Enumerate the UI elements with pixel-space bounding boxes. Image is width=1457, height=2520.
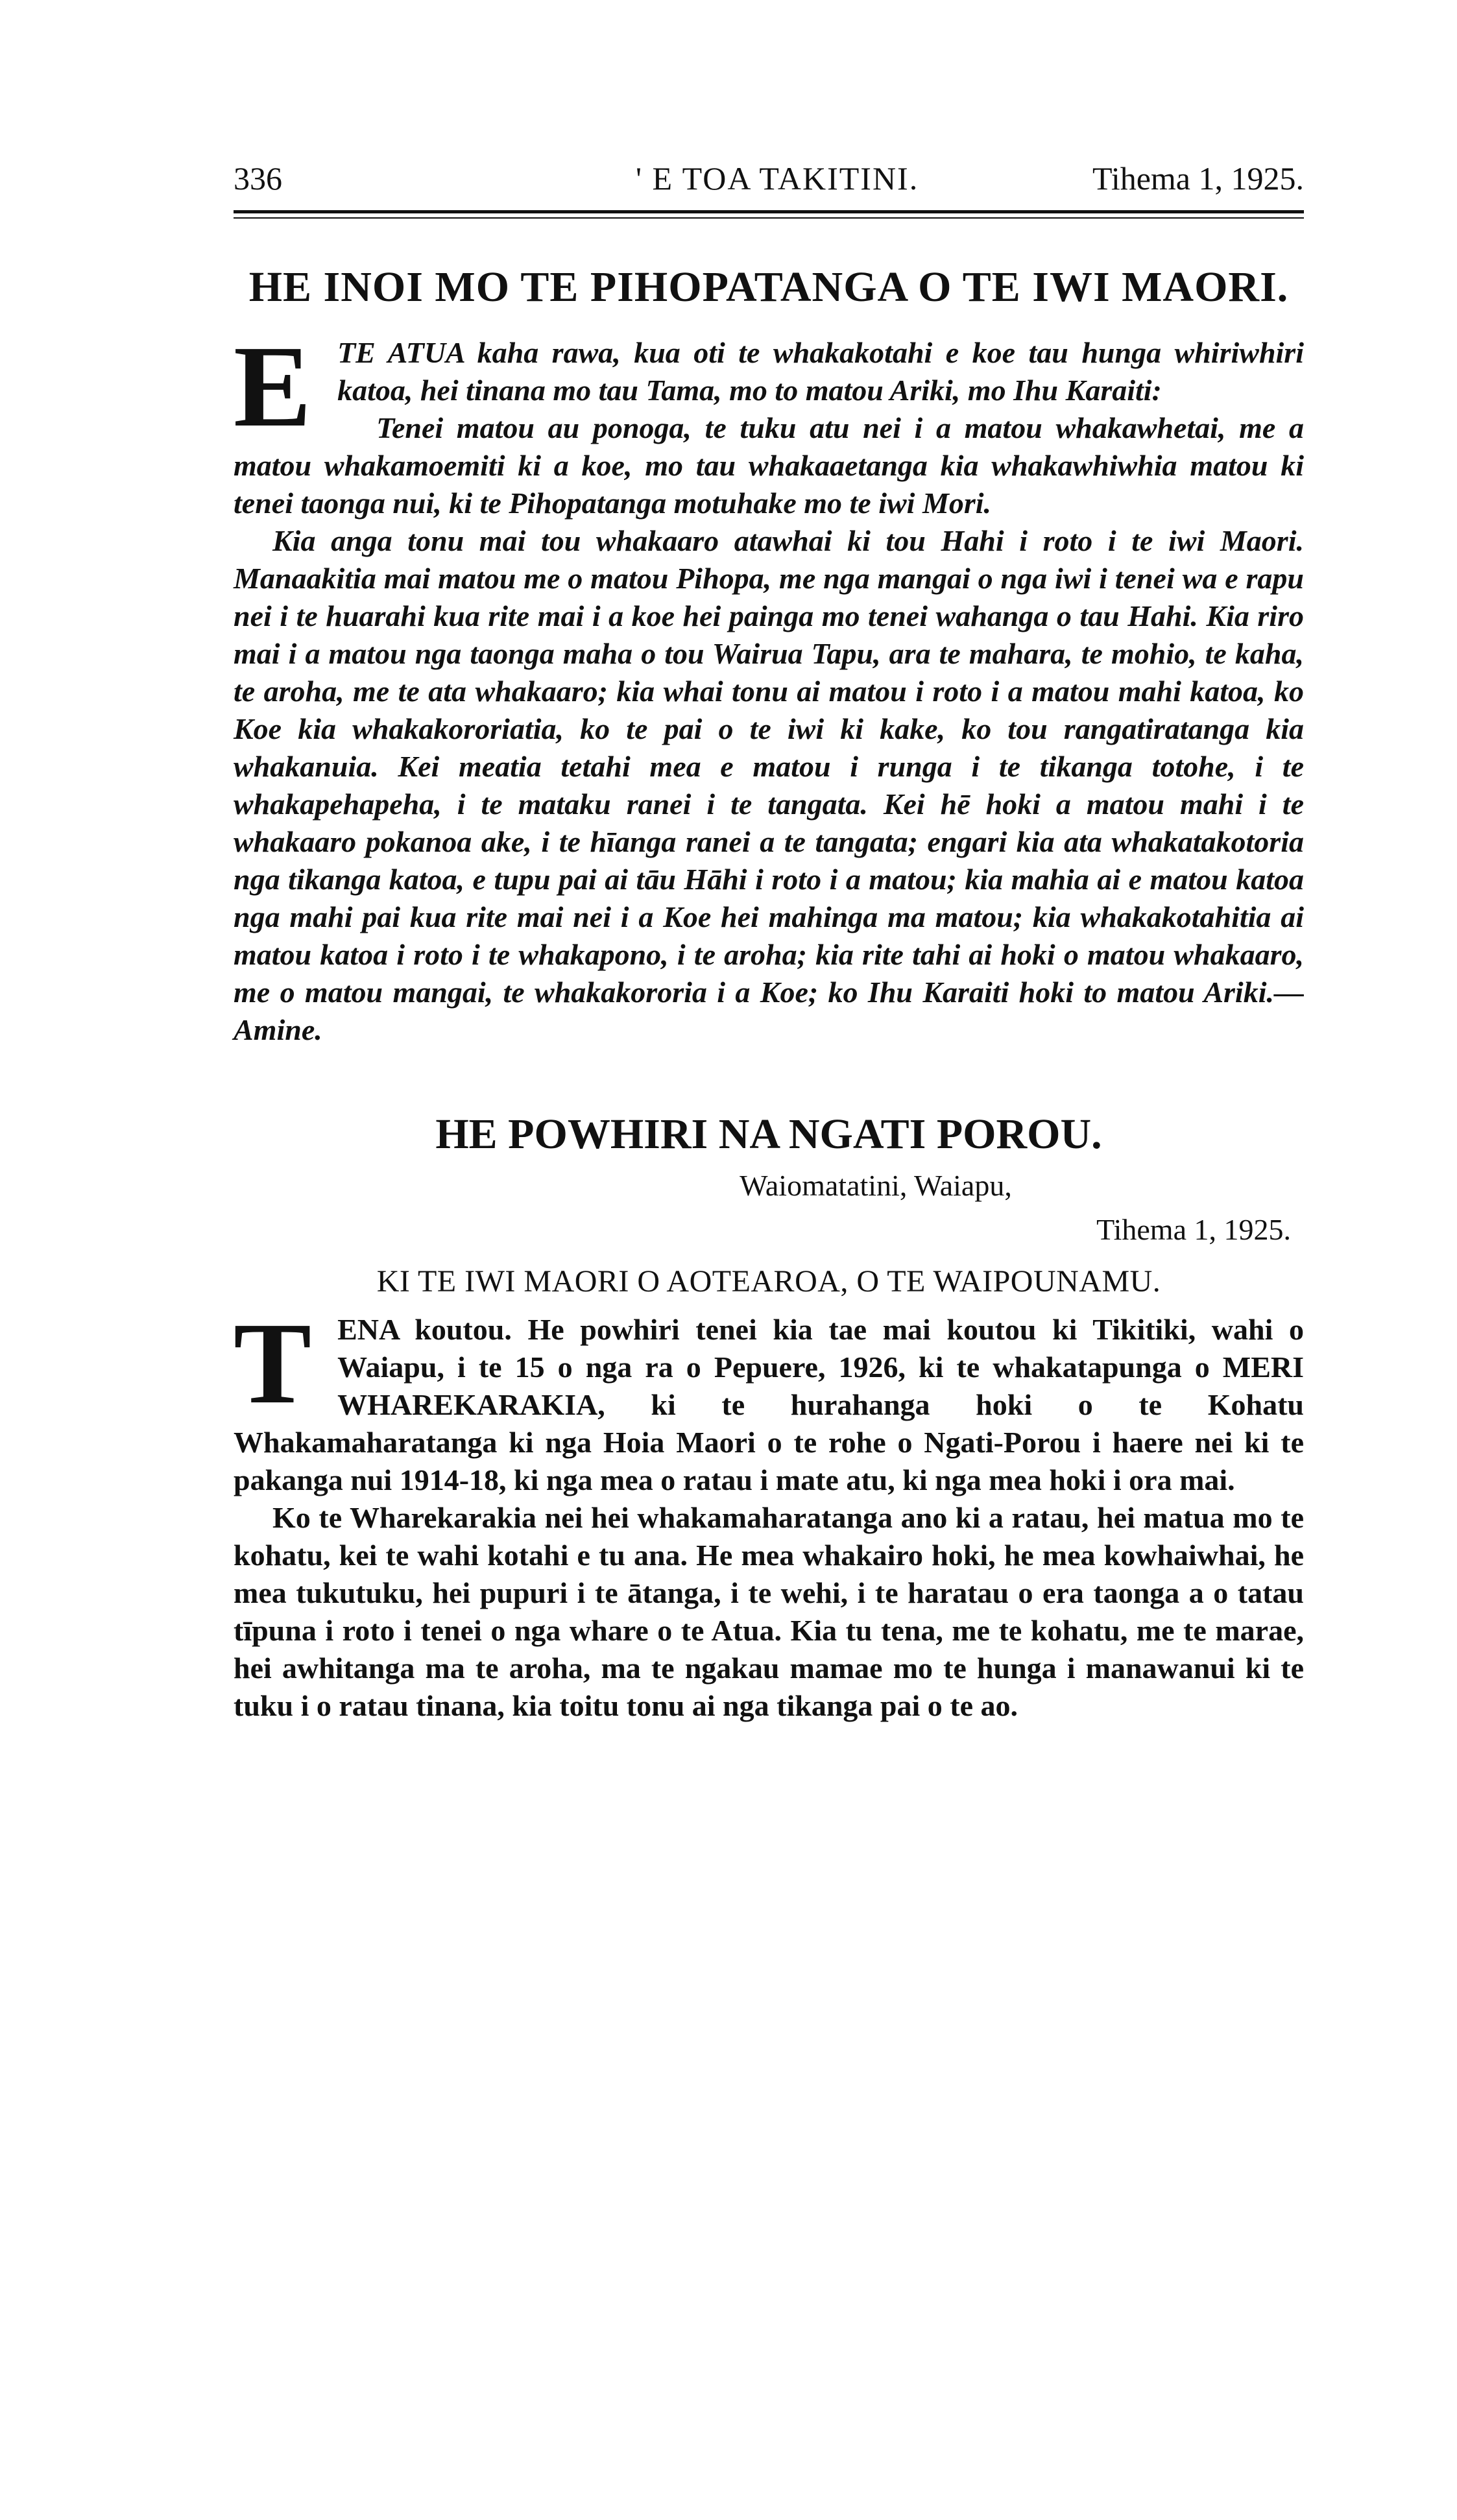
- letter-body: [234, 1299, 1304, 1725]
- header-rule-thick: [234, 210, 1304, 213]
- running-header: [234, 156, 1304, 201]
- prayer-heading: HE INOI MO TE PIHOPATANGA O TE IWI MAORI.: [248, 263, 1289, 311]
- letter-place: Waiomatatini, Waiapu,: [740, 1169, 1012, 1202]
- letter-paragraph-2: Ko te Wharekarakia nei hei whakamaharatanga ano ki a ratau, hei matua mo te kohatu, kei te wahi kotahi e tu ana. He mea whakairo hoki, he mea kowhaiwhai, he mea tukutuku, hei pupuri i te ātanga, i te wehi, i te haratau o era taonga a o tatau tīpuna i roto i tenei o nga whare o te Atua. Kia tu tena, me te kohatu, me te marae, hei awhitanga ma te aroha, ma te ngakau mamae mo te hunga i manawanui ki te tuku i o ratau tinana, kia toitu tonu ai nga tikanga pai o te ao.: [234, 1501, 1304, 1722]
- letter-date: Tihema 1, 1925.: [1096, 1213, 1291, 1246]
- prayer-paragraph-2: Tenei matou au ponoga, te tuku atu nei i a matou whakawhetai, me a matou whakamoemiti ki a koe, mo tau whakaaetanga kia whakawhiwhia matou ki tenei taonga nui, ki te Pihopatanga motuhake mo te iwi Mori.: [234, 411, 1304, 520]
- page-number: 336: [234, 160, 282, 197]
- prayer-body: [234, 322, 1304, 1049]
- header-rule-thin: [234, 217, 1304, 219]
- letter-paragraph-1-text: ENA koutou. He powhiri tenei kia tae mai koutou ki Tikitiki, wahi o Waiapu, i te 15 o nga ra o Pepuere, 1926, ki te whakatapunga o MERI WHAREKARAKIA, ki te hurahanga hoki o te Kohatu Whakamaharatanga ki nga Hoia Maori o te rohe o Ngati-Porou i haere nei ki te pakanga nui 1914-18, ki nga mea o ratau i mate atu, ki nga mea hoki i ora mai.: [234, 1313, 1304, 1496]
- letter-heading: HE POWHIRI NA NGATI POROU.: [435, 1110, 1102, 1158]
- prayer-dropcap: E: [234, 322, 312, 451]
- letter-address: KI TE IWI MAORI O AOTEAROA, O TE WAIPOUNAMU.: [376, 1264, 1161, 1299]
- issue-date: Tihema 1, 1925.: [1092, 160, 1304, 197]
- prayer-paragraph-1-text: TE ATUA kaha rawa, kua oti te whakakotahi e koe tau hunga whiriwhiri katoa, hei tinana mo tau Tama, mo to matou Ariki, mo Ihu Karaiti:: [337, 336, 1304, 407]
- letter-dropcap: T: [234, 1299, 312, 1428]
- letter-paragraph-1: [234, 1299, 1304, 1499]
- prayer-paragraph-3: Kia anga tonu mai tou whakaaro atawhai ki tou Hahi i roto i te iwi Maori. Manaakitia mai matou me o matou Pihopa, me nga mangai o nga iwi i tenei wa e rapu nei i te huarahi kua rite mai i a koe hei painga mo tenei wahanga o tau Hahi. Kia riro mai i a matou nga taonga maha o tou Wairua Tapu, ara te mahara, te mohio, te kaha, te aroha, me te ata whakaaro; kia whai tonu ai matou i roto i a matou mahi katoa, ko Koe kia whakakororiatia, ko te pai o te iwi ki kake, ko tou rangatiratanga kia whakanuia. Kei meatia tetahi mea e matou i runga i te tikanga totohe, i te whakapehapeha, i te mataku ranei i te tangata. Kei hē hoki a matou mahi i te whakaaro pokanoa ake, i te hīanga ranei a te tangata; engari kia ata whakatakotoria nga tikanga katoa, e tupu pai ai tāu Hāhi i roto i a matou; kia mahia ai e matou katoa nga mahi pai kua rite mai nei i a Koe hei mahinga ma matou; kia whakakotahitia ai matou katoa i roto i te whakapono, i te aroha; kia rite tahi ai hoki o matou whakaaro, me o matou mangai, te whakakororia i a Koe; ko Ihu Karaiti hoki to matou Ariki.—Amine.: [234, 524, 1304, 1046]
- page: [234, 156, 1304, 1725]
- prayer-paragraph-1: [234, 322, 1304, 451]
- publication-title: ' E TOA TAKITINI.: [636, 160, 919, 197]
